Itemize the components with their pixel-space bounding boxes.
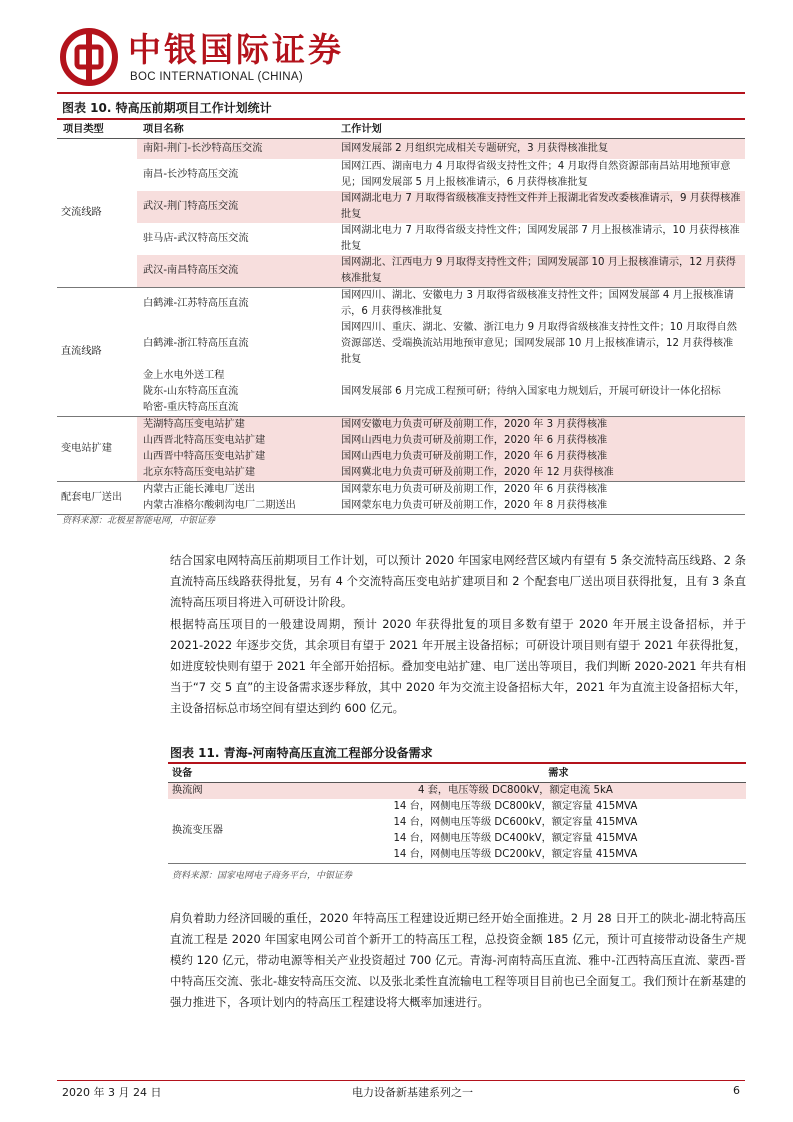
table11-demand: 14 台，网侧电压等级 DC600kV，额定容量 415MVA [393, 817, 638, 828]
table10-project-name: 南昌-长沙特高压交流 [137, 159, 335, 191]
table10-category: 交流线路 [57, 139, 137, 288]
table10-header-plan: 工作计划 [335, 122, 745, 139]
table10-work-plan: 国网江西、湖南电力 4 月取得省级支持性文件；4 月取得自然资源部南昌站用地预审意见；国网发展部 5 月上报核准请示，6 月获得核准批复 [335, 159, 745, 191]
footer-divider [57, 1080, 745, 1081]
boc-logo-icon [60, 28, 118, 86]
table11-header-row [168, 766, 746, 783]
table10-project-name: 芜湖特高压变电站扩建 [137, 417, 335, 434]
table10-work-plan: 国网山西电力负责可研及前期工作，2020 年 6 月获得核准 [335, 449, 745, 465]
table-row [57, 449, 745, 465]
table10-project-name: 山西晋北特高压变电站扩建 [137, 433, 335, 449]
table10-header-row [57, 122, 745, 139]
table-row [57, 417, 745, 434]
table-row [57, 255, 745, 288]
table11-device: 换流变压器 [168, 799, 371, 864]
table10-header-name: 项目名称 [137, 122, 335, 139]
table11-header-demand: 需求 [371, 766, 746, 783]
table11-demand: 14 台，网侧电压等级 DC400kV，额定容量 415MVA [393, 833, 638, 844]
table10-project-name: 驻马店-武汉特高压交流 [137, 223, 335, 255]
table-row [57, 482, 745, 499]
logo-english-name: BOC INTERNATIONAL (CHINA) [130, 71, 303, 83]
table10-project-name: 白鹤滩-江苏特高压直流 [137, 287, 335, 320]
table-row [57, 139, 745, 159]
table11 [168, 766, 746, 864]
table10-source: 资料来源：北极星智能电网，中银证券 [62, 516, 216, 526]
table10-category: 变电站扩建 [57, 417, 137, 482]
table10-work-plan: 国网湖北、江西电力 9 月取得支持性文件；国网发展部 10 月上报核准请示，12 月获得核准批复 [335, 255, 745, 288]
table11-header-device: 设备 [168, 766, 371, 783]
table10 [57, 122, 745, 515]
table11-demand: 4 套，电压等级 DC800kV，额定电流 5kA [371, 783, 746, 800]
logo-chinese-name: 中银国际证券 [128, 30, 344, 69]
page-number: 6 [733, 1084, 740, 1097]
table11-demand: 14 台，网侧电压等级 DC200kV，额定容量 415MVA [371, 847, 746, 864]
table10-work-plan: 国网四川、湖北、安徽电力 3 月取得省级核准支持性文件；国网发展部 4 月上报核准请示，6 月获得核准批复 [335, 287, 745, 320]
table10-header-type: 项目类型 [57, 122, 137, 139]
boc-logo [60, 28, 344, 88]
table-row [57, 223, 745, 255]
body-paragraph-1: 结合国家电网特高压前期项目工作计划，可以预计 2020 年国家电网经营区域内有望有 5 条交流特高压线路、2 条直流特高压线路获得批复，另有 4 个交流特高压变电站扩建项目和 2 个配套电厂送出项目获得批复，且有 3 条直流特高压项目将进入可研设计阶段。 [170, 553, 746, 609]
table10-work-plan: 国网安徽电力负责可研及前期工作，2020 年 3 月获得核准 [335, 417, 745, 434]
table10-work-plan: 国网蒙东电力负责可研及前期工作，2020 年 8 月获得核准 [335, 498, 745, 515]
table10-project-name: 南阳-荆门-长沙特高压交流 [137, 139, 335, 159]
header-divider [57, 92, 745, 94]
footer-date: 2020 年 3 月 24 日 [62, 1086, 162, 1099]
table-row [168, 783, 746, 800]
table10-work-plan: 国网湖北电力 7 月取得省级核准支持性文件并上报湖北省发改委核准请示，9 月获得核准批复 [335, 191, 745, 223]
body-paragraph-2: 根据特高压项目的一般建设周期，预计 2020 年获得批复的项目多数有望于 2020 年开展主设备招标，并于 2021-2022 年逐步交货，其余项目有望于 2021 年开展主设备招标；可研设计项目则有望于 2021 年获得批复，如进度较快则有望于 2021 年全部开始招标。叠加变电站扩建、电厂送出等项目，我们判断 2020-2021 年共有相当于“7 交 5 直”的主设备需求逐步释放，其中 2020 年为交流主设备招标大年，2021 年为直流主设备招标大年，主设备招标总市场空间有望达到约 600 亿元。 [170, 617, 746, 715]
table11-device: 换流阀 [168, 783, 371, 800]
table10-project-name: 内蒙古准格尔酸刺沟电厂二期送出 [137, 498, 335, 515]
table-row [57, 287, 745, 320]
table10-project-name: 武汉-荆门特高压交流 [137, 191, 335, 223]
table11-demand: 14 台，网侧电压等级 DC800kV，额定容量 415MVA [393, 801, 638, 812]
table10-work-plan: 国网山西电力负责可研及前期工作，2020 年 6 月获得核准 [335, 433, 745, 449]
body-paragraph-3: 肩负着助力经济回暖的重任，2020 年特高压工程建设近期已经开始全面推进。2 月 28 日开工的陕北-湖北特高压直流工程是 2020 年国家电网公司首个新开工的特高压工程，总投资金额 185 亿元，预计可直接带动设备生产规模约 120 亿元，带动电源等相关产业投资超过 700 亿元。青海-河南特高压直流、雅中-江西特高压直流、蒙西-晋中特高压交流、张北-雄安特高压交流、以及张北柔性直流输电工程等项目目前也已全面复工。我们预计在新基建的强力推进下，各项计划内的特高压工程建设将大概率加速进行。 [170, 911, 746, 1009]
table10-project-name: 武汉-南昌特高压交流 [137, 255, 335, 288]
table10-project-name: 山西晋中特高压变电站扩建 [137, 449, 335, 465]
table-row [168, 799, 746, 815]
table10-work-plan: 国网四川、重庆、湖北、安徽、浙江电力 9 月取得省级核准支持性文件；10 月取得自然资源部送、受端换流站用地预审意见；国网发展部 10 月上报核准请示，12 月获得核准批复 [335, 320, 745, 368]
table-row [57, 433, 745, 449]
table11-title-rule [168, 762, 746, 764]
table10-title-rule [57, 118, 745, 120]
table10-project-name: 北京东特高压变电站扩建 [137, 465, 335, 482]
table11-title: 图表 11. 青海-河南特高压直流工程部分设备需求 [170, 746, 433, 760]
table10-project-name: 白鹤滩-浙江特高压直流 [137, 320, 335, 368]
table-row [57, 465, 745, 482]
table10-work-plan: 国网发展部 6 月完成工程预可研；待纳入国家电力规划后，开展可研设计一体化招标 [335, 368, 745, 417]
table-row [57, 191, 745, 223]
table10-project-name: 金上水电外送工程 陇东-山东特高压直流 哈密-重庆特高压直流 [137, 368, 335, 417]
table10-project-name: 内蒙古正能长滩电厂送出 [137, 482, 335, 499]
table10-work-plan: 国网发展部 2 月组织完成相关专题研究，3 月获得核准批复 [335, 139, 745, 159]
table-row [57, 159, 745, 191]
table10-category: 配套电厂送出 [57, 482, 137, 515]
table10-category: 直流线路 [57, 287, 137, 417]
table10-work-plan: 国网蒙东电力负责可研及前期工作，2020 年 6 月获得核准 [335, 482, 745, 499]
table10-title: 图表 10. 特高压前期项目工作计划统计 [62, 101, 272, 115]
footer-series-name: 电力设备新基建系列之一 [352, 1086, 473, 1099]
table10-work-plan: 国网湖北电力 7 月取得省级支持性文件；国网发展部 7 月上报核准请示，10 月获得核准批复 [335, 223, 745, 255]
table10-work-plan: 国网冀北电力负责可研及前期工作，2020 年 12 月获得核准 [335, 465, 745, 482]
table-row [57, 368, 745, 417]
table11-source: 资料来源：国家电网电子商务平台，中银证券 [172, 871, 353, 881]
table-row [57, 320, 745, 368]
